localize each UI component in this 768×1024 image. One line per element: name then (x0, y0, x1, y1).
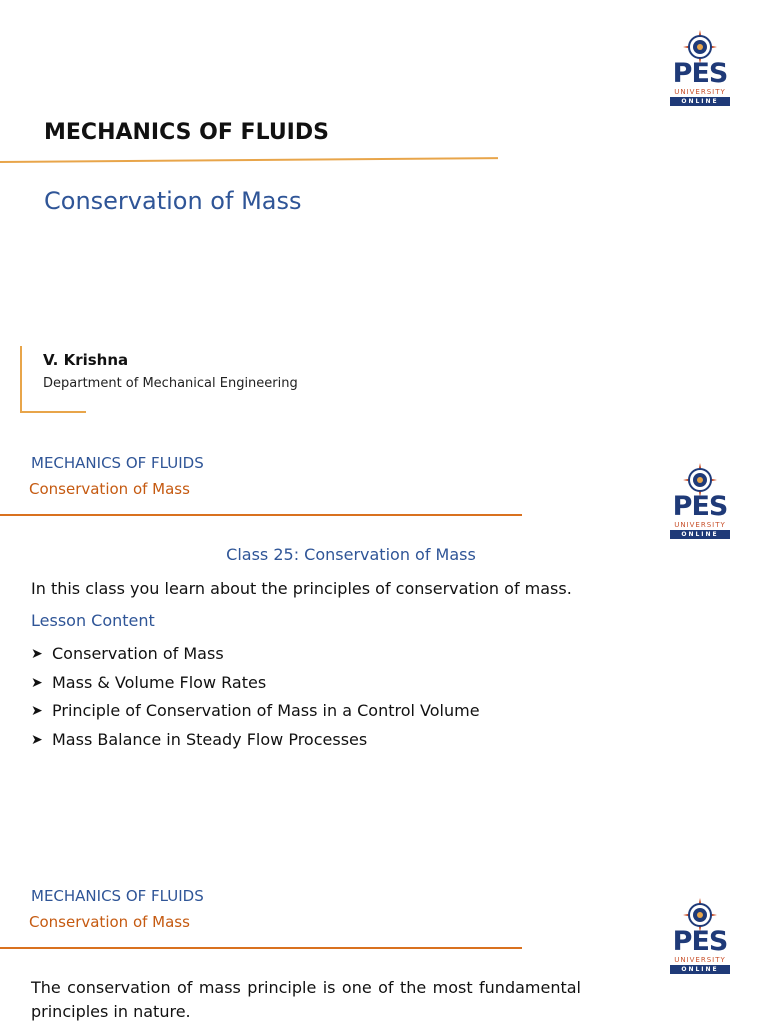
class-title: Class 25: Conservation of Mass (226, 545, 476, 564)
header-topic: Conservation of Mass (29, 913, 190, 931)
pes-university-logo (668, 30, 732, 105)
arrow-bullet-icon: ➤ (31, 703, 43, 719)
intro-text: In this class you learn about the principles of conservation of mass. (31, 579, 572, 598)
logo-wordmark: PES (672, 58, 728, 89)
lesson-content-heading: Lesson Content (31, 611, 155, 630)
logo-wordmark: PES (672, 491, 728, 522)
logo-online-band: ONLINE (670, 530, 730, 539)
list-item (31, 643, 480, 672)
header-course-title: MECHANICS OF FLUIDS (31, 454, 204, 472)
header-course-title: MECHANICS OF FLUIDS (31, 887, 204, 905)
header-topic: Conservation of Mass (29, 480, 190, 498)
logo-university-text: UNIVERSITY (674, 956, 726, 964)
topic-title: Conservation of Mass (44, 187, 302, 215)
arrow-bullet-icon: ➤ (31, 646, 43, 662)
arrow-bullet-icon: ➤ (31, 674, 43, 691)
course-title: MECHANICS OF FLUIDS (44, 120, 329, 145)
author-name: V. Krishna (43, 351, 129, 369)
list-item (31, 672, 480, 701)
logo-wordmark: PES (672, 926, 728, 957)
list-item (31, 700, 480, 729)
logo-university-text: UNIVERSITY (674, 521, 726, 529)
principle-text: The conservation of mass principle is one of the most fundamental principles in nature. (31, 978, 581, 1021)
list-item-text: Conservation of Mass (52, 644, 224, 663)
arrow-bullet-icon: ➤ (31, 731, 43, 748)
logo-online-band: ONLINE (670, 97, 730, 106)
header-divider (0, 514, 522, 516)
logo-university-text: UNIVERSITY (674, 88, 726, 96)
list-item-text: Mass Balance in Steady Flow Processes (52, 729, 368, 749)
list-item-text: Principle of Conservation of Mass in a Control Volume (52, 701, 480, 720)
title-slide (0, 0, 768, 430)
author-bracket-horizontal (20, 411, 86, 413)
list-item-text: Mass & Volume Flow Rates (52, 672, 267, 692)
logo-online-band: ONLINE (670, 965, 730, 974)
author-bracket-vertical (20, 346, 22, 412)
header-divider (0, 947, 522, 949)
lesson-content-list (31, 643, 480, 757)
pes-university-logo (668, 898, 732, 973)
pes-university-logo (668, 463, 732, 538)
list-item (31, 729, 480, 758)
title-divider (0, 157, 498, 163)
author-department: Department of Mechanical Engineering (43, 376, 298, 391)
